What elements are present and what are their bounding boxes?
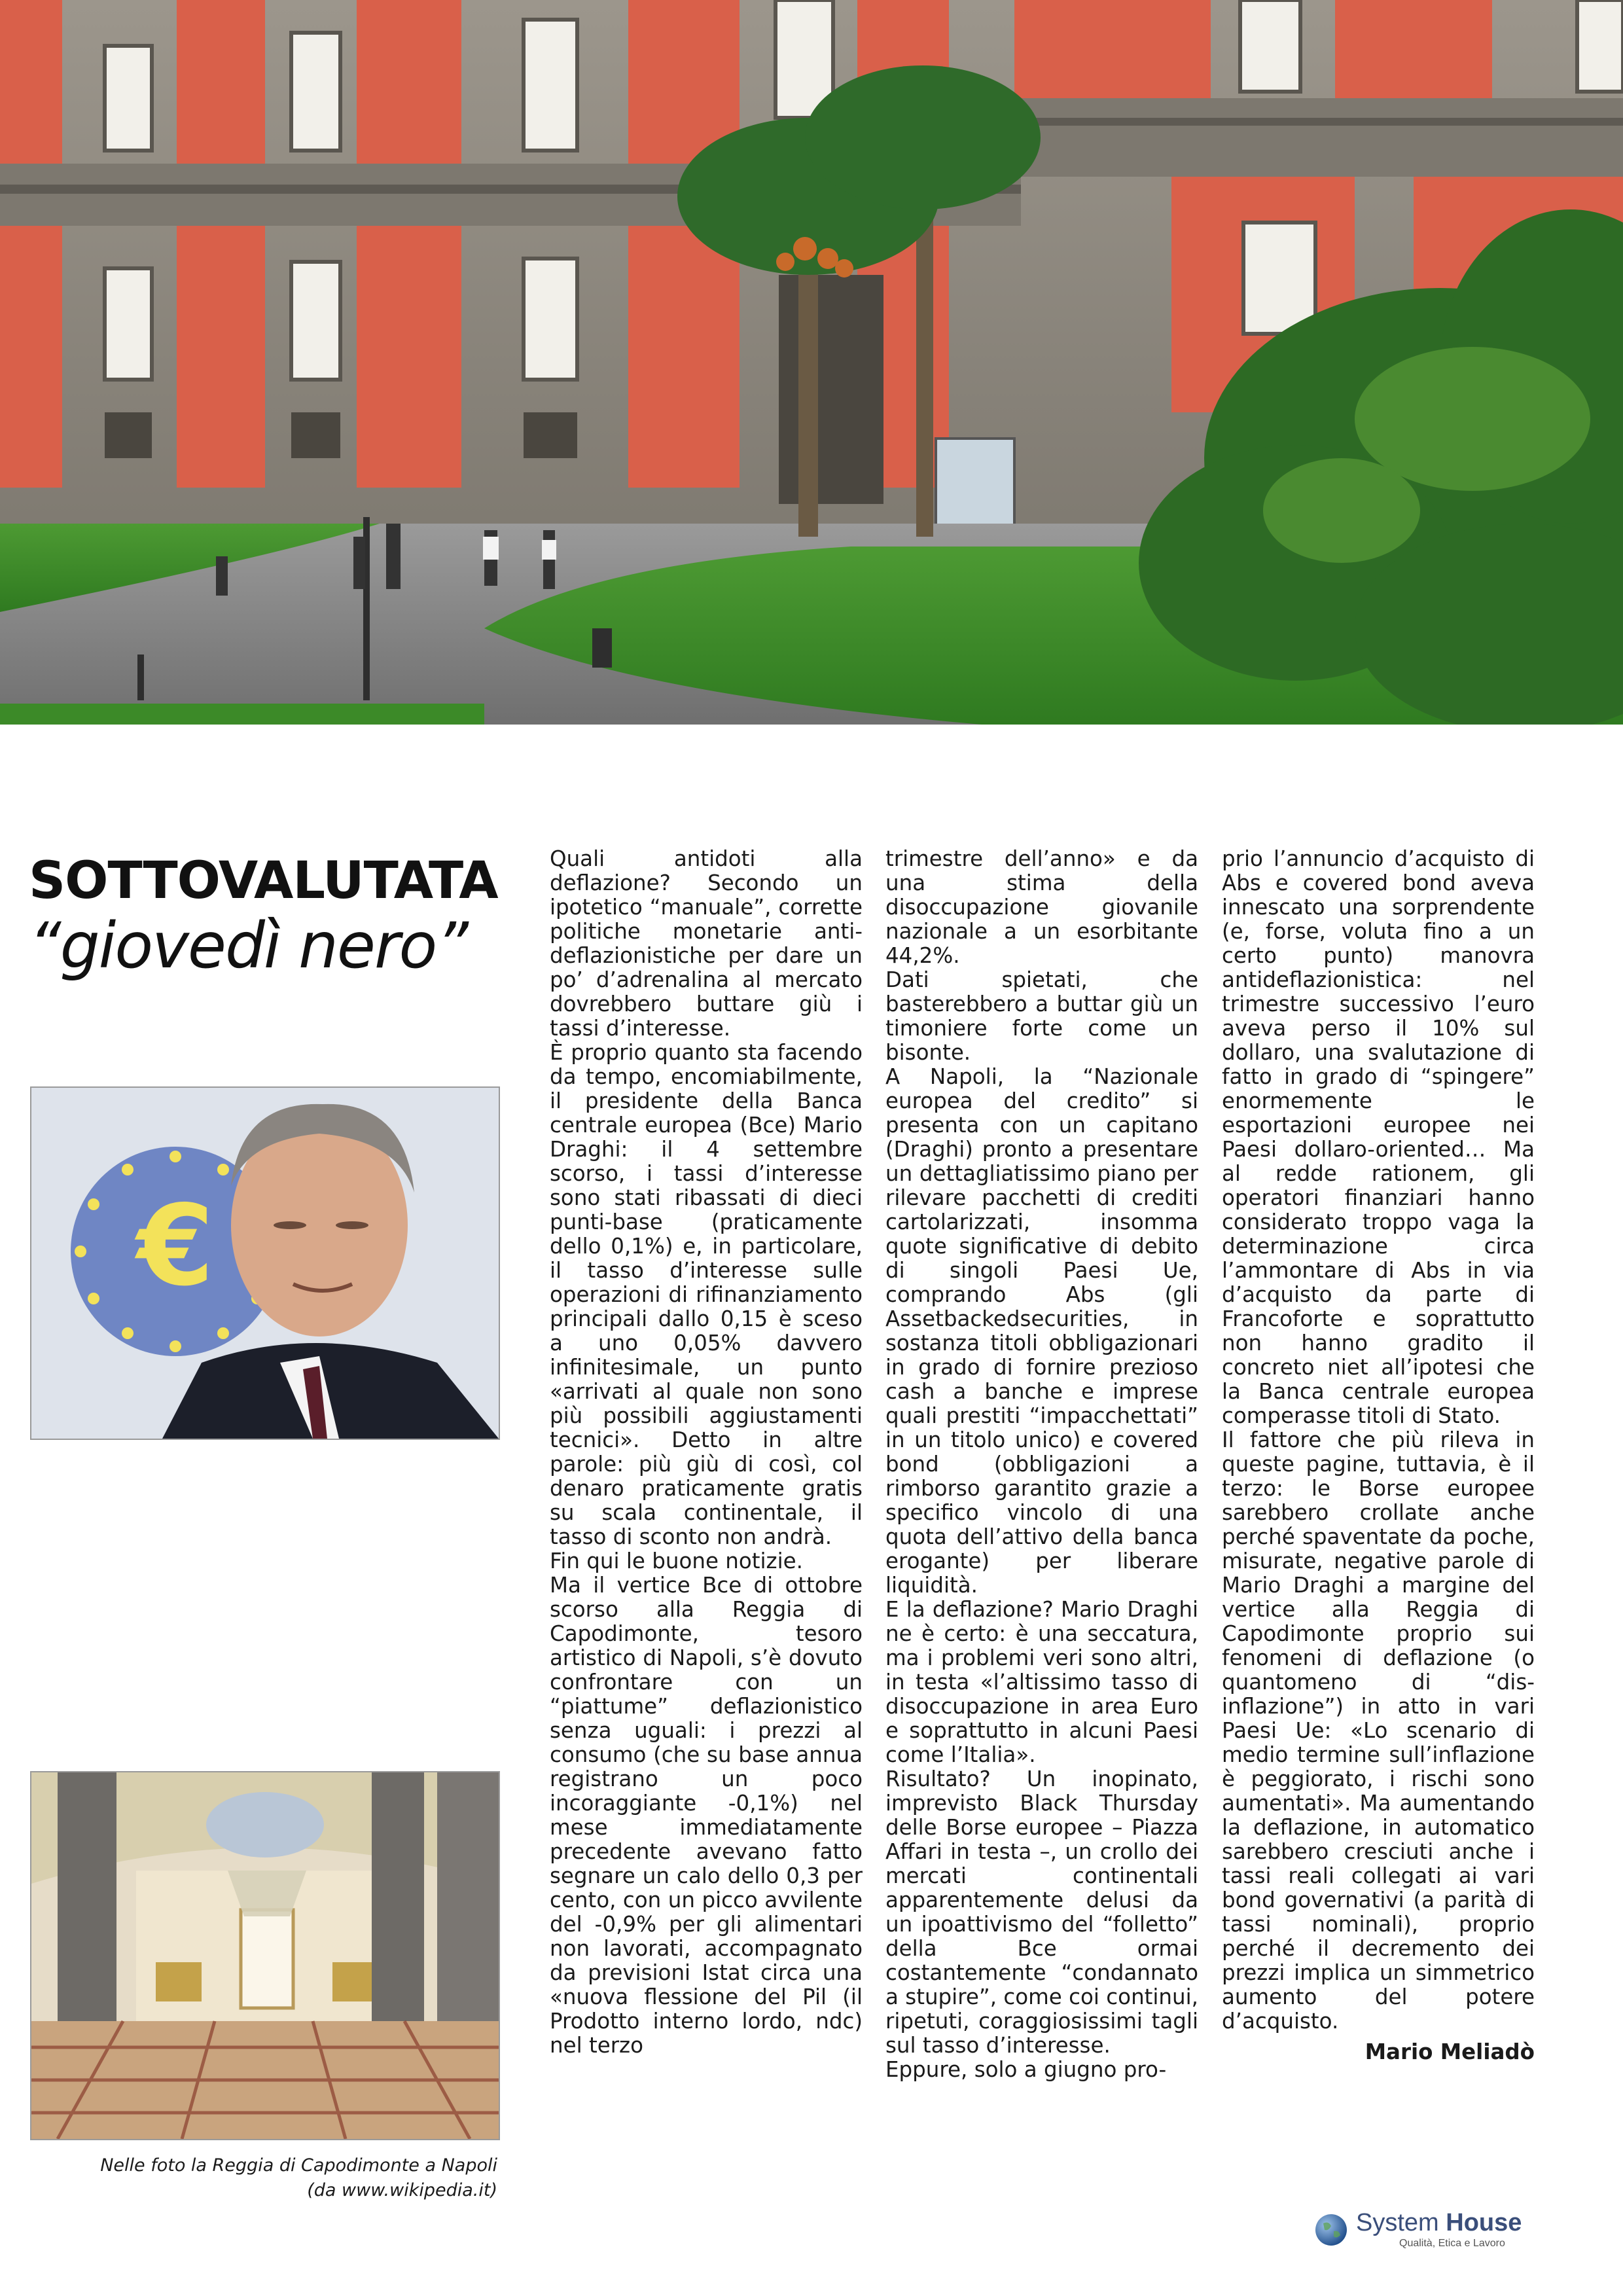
- paragraph: Ma il vertice Bce di ottobre scorso alla Reggia di Capodimonte, tesoro artistico di Napoli, s’è dovuto confrontare con un “piattume” deflazionistico senza uguali: i prezzi al consumo (che su base annua registrano un poco incoraggiante -0,1%) nel mese immediatamente precedente avevano fatto segnare un calo dello 0,3 per cento, con un picco avvilente del -0,9% per gli alimentari non lavorati, accompagnato da previsioni Istat circa una «nuova flessione del Pil (il Prodotto interno lordo, ndc) nel terzo: [550, 1573, 863, 2058]
- logo-name-light: System: [1356, 2209, 1446, 2236]
- photo-caption: [30, 2153, 497, 2203]
- caption-line-2: (da www.wikipedia.it): [307, 2180, 497, 2200]
- paragraph: E la deflazione? Mario Draghi ne è certo: è una seccatura, ma i problemi veri sono altri, in testa «l’altissimo tasso di disoccupazione in area Euro e soprattutto in alcuni Paesi come l’Italia».: [885, 1597, 1198, 1767]
- hero-photo-reggia-capodimonte: [0, 0, 1623, 725]
- logo-tagline: Qualità, Etica e Lavoro: [1399, 2238, 1505, 2249]
- paragraph: Quali antidoti alla deflazione? Secondo un ipotetico “manuale”, corrette politiche monetarie anti-deflazionistiche per dare un po’ d’adrenalina al mercato dovrebbero buttare giù i tassi d’interesse.: [550, 846, 863, 1041]
- paragraph: trimestre dell’anno» e da una stima della disoccupazione giovanile nazionale a un esorbitante 44,2%.: [885, 846, 1198, 968]
- paragraph: prio l’annuncio d’acquisto di Abs e covered bond aveva innescato una sorprendente (e, forse, voluta fino a un certo punto) manovra antideflazionistica: nel trimestre successivo l’euro aveva perso il 10% sul dollaro, una svalutazione di fatto in grado di “spingere” enormemente le esportazioni europee nei Paesi dollaro-oriented… Ma al redde rationem, gli operatori finanziari hanno considerato troppo vaga la determinazione circa l’ammontare di Abs in via d’acquisto da parte di Francoforte e soprattutto non hanno gradito il concreto niet all’ipotesi che la Banca centrale europea comperasse titoli di Stato.: [1222, 846, 1535, 1428]
- title-sub: “giovedì nero”: [29, 909, 467, 982]
- paragraph: A Napoli, la “Nazionale europea del credito” si presenta con un capitano (Draghi) pronto a presentare un dettagliatissimo piano per rilevare pacchetti di crediti cartolarizzati, insomma quote significative di debito di singoli Paesi Ue, comprando Abs (gli Assetbackedsecurities, in sostanza titoli obbligazionari in grado di fornire prezioso cash a banche e imprese quali prestiti “impacchettati” in un titolo unico) e covered bond (obbligazioni a rimborso garantito grazie a specifico vincolo di una quota dell’attivo della banca erogante) per liberare liquidità.: [885, 1064, 1198, 1598]
- photo-mario-draghi: [30, 1086, 500, 1440]
- paragraph: Risultato? Un inopinato, imprevisto Black Thursday delle Borse europee – Piazza Affari in testa –, un crollo dei mercati continentali apparentemente delusi da un ipoattivismo del “folletto” della Bce ormai costantemente “condannato a stupire”, come coi continui, ripetuti, coraggiosissimi tagli sul tasso d’interesse.: [885, 1767, 1198, 2058]
- author-signature: Mario Meliadò: [1364, 2039, 1535, 2064]
- logo-name: [1356, 2209, 1522, 2237]
- system-house-logo: [1314, 2209, 1589, 2255]
- article-column-1: [550, 847, 863, 2058]
- article-column-2: [885, 847, 1198, 2082]
- caption-line-1: Nelle foto la Reggia di Capodimonte a Napoli: [100, 2155, 497, 2176]
- svg-text:€: €: [136, 1181, 215, 1311]
- article-title: [29, 851, 513, 980]
- globe-icon: [1314, 2213, 1348, 2247]
- article-column-3: [1222, 847, 1535, 2064]
- photo-reggia-interior-hall: [30, 1771, 500, 2140]
- logo-name-bold: House: [1446, 2209, 1522, 2236]
- paragraph: Dati spietati, che basterebbero a buttar giù un timoniere forte come un bisonte.: [885, 967, 1198, 1065]
- title-main: SOTTOVALUTATA: [29, 852, 498, 910]
- paragraph: Fin qui le buone notizie.: [550, 1549, 803, 1573]
- paragraph: Eppure, solo a giugno pro-: [885, 2057, 1167, 2082]
- paragraph: Il fattore che più rileva in queste pagine, tuttavia, è il terzo: le Borse europee sarebbero crollate anche perché spaventate da poche, misurate, negative parole di Mario Draghi a margine del vertice alla Reggia di Capodimonte proprio sui fenomeni di deflazione (o quantomeno di “dis-inflazione”) in atto in vari Paesi Ue: «Lo scenario di medio termine sull’inflazione è peggiorato, i rischi sono aumentati». Ma aumentando la deflazione, in automatico sarebbero cresciuti anche i tassi reali collegati ai vari bond governativi (a parità di tassi nominali), proprio perché il decremento dei prezzi implica un simmetrico aumento del potere d’acquisto.: [1222, 1427, 1535, 2034]
- paragraph: È proprio quanto sta facendo da tempo, encomiabilmente, il presidente della Banca centrale europea (Bce) Mario Draghi: il 4 settembre scorso, i tassi d’interesse sono stati ribassati di dieci punti-base (praticamente dello 0,1%) e, in particolare, il tasso d’interesse sulle operazioni di rifinanziamento principali dallo 0,15 è sceso a uno 0,05% davvero infinitesimale, un punto «arrivati al quale non sono più possibili aggiustamenti tecnici». Detto in altre parole: più giù di così, col denaro praticamente gratis su scala continentale, il tasso di sconto non andrà.: [550, 1040, 863, 1549]
